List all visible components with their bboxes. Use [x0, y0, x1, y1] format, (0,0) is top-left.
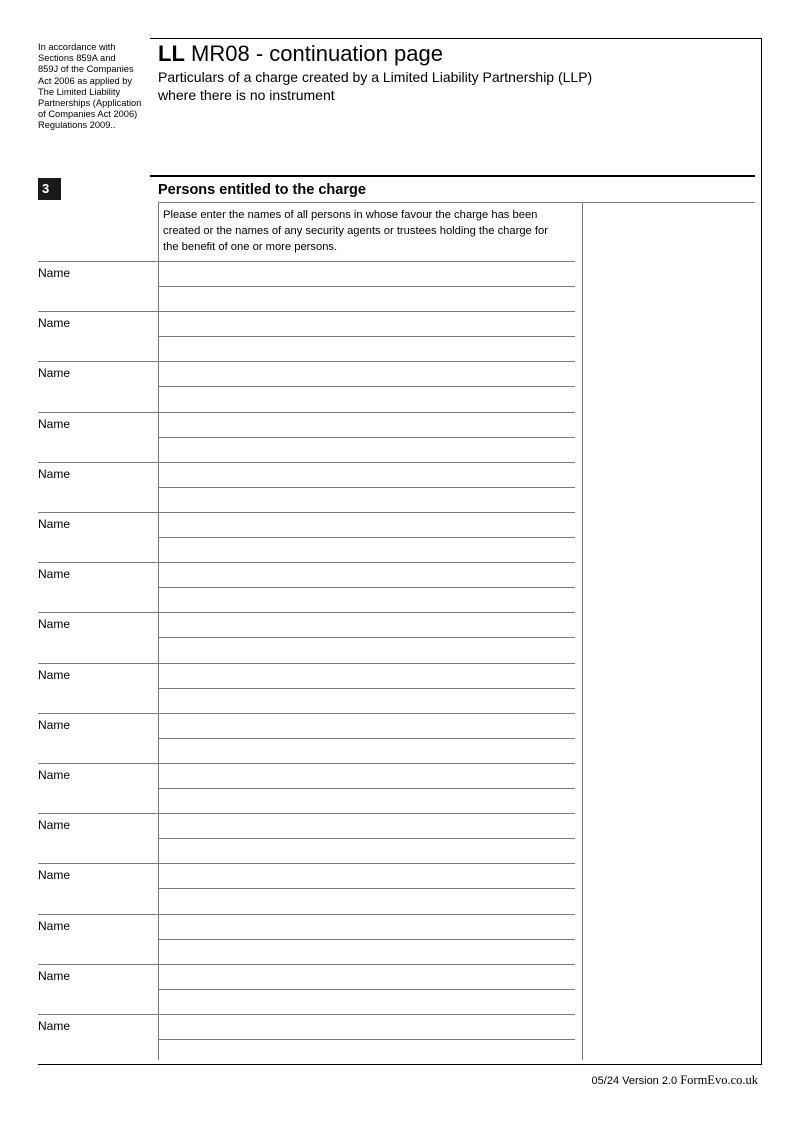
name-field-line-2[interactable]	[158, 387, 575, 411]
name-label: Name	[38, 416, 71, 431]
bottom-rule	[38, 1064, 762, 1065]
subtitle-line: Particulars of a charge created by a Limited Liability Partnership (LLP)	[158, 69, 593, 85]
instruction-line: Please enter the names of all persons in whose favour the charge has been	[163, 209, 538, 221]
name-label: Name	[38, 1019, 71, 1033]
form-title	[158, 41, 443, 67]
name-field-line-1[interactable]	[158, 965, 575, 989]
brand-text: FormEvo.co.uk	[680, 1073, 758, 1087]
name-field-line-2[interactable]	[158, 940, 575, 964]
instruction-line: created or the names of any security agents or trustees holding the charge for	[163, 225, 548, 237]
name-field-line-1[interactable]	[158, 362, 575, 386]
guidance-column-border	[582, 202, 583, 1060]
section-top-rule	[150, 175, 755, 177]
subtitle-line: where there is no instrument	[158, 87, 335, 103]
name-field-line-1[interactable]	[158, 915, 575, 939]
version-text: 05/24 Version 2.0	[591, 1075, 678, 1087]
name-field-line-2[interactable]	[158, 538, 575, 562]
form-title-prefix: LL	[158, 41, 185, 66]
name-field-line-1[interactable]	[158, 814, 575, 838]
name-field-line-1[interactable]	[158, 864, 575, 888]
name-field-line-2[interactable]	[158, 789, 575, 813]
note-line: In accordance with	[38, 42, 116, 52]
name-field-line-2[interactable]	[158, 287, 575, 311]
name-field-line-1[interactable]	[158, 563, 575, 587]
name-label: Name	[38, 366, 71, 381]
name-label: Name	[38, 768, 71, 782]
name-field-line-1[interactable]	[158, 413, 575, 437]
note-line: Regulations 2009..	[38, 120, 116, 131]
name-label: Name	[38, 517, 71, 531]
header-top-rule	[150, 38, 762, 39]
name-field-line-2[interactable]	[158, 1040, 575, 1064]
name-field-line-1[interactable]	[158, 764, 575, 788]
note-line: The Limited Liability	[38, 86, 121, 97]
name-label: Name	[38, 667, 71, 682]
name-field-line-2[interactable]	[158, 488, 575, 512]
name-field-line-2[interactable]	[158, 889, 575, 913]
name-label: Name	[38, 818, 71, 833]
name-label: Name	[38, 466, 71, 481]
form-subtitle	[158, 68, 592, 104]
name-field-line-2[interactable]	[158, 739, 575, 763]
name-label: Name	[38, 918, 71, 933]
name-field-line-2[interactable]	[158, 839, 575, 863]
name-field-line-1[interactable]	[158, 613, 575, 637]
name-field-line-1[interactable]	[158, 714, 575, 738]
name-field-line-2[interactable]	[158, 588, 575, 612]
note-line: Act 2006 as applied by	[38, 75, 133, 86]
name-field-line-2[interactable]	[158, 337, 575, 361]
name-field-line-2[interactable]	[158, 990, 575, 1014]
name-label: Name	[38, 567, 71, 582]
section-instructions	[163, 207, 573, 255]
name-field-line-2[interactable]	[158, 438, 575, 462]
name-field-line-1[interactable]	[158, 664, 575, 688]
right-border	[761, 38, 762, 1065]
name-label: Name	[38, 316, 71, 331]
name-label: Name	[38, 717, 71, 732]
note-line: 859J of the Companies	[38, 64, 134, 75]
name-field-line-1[interactable]	[158, 463, 575, 487]
footer	[592, 1073, 758, 1088]
name-label: Name	[38, 868, 71, 883]
name-field-line-1[interactable]	[158, 513, 575, 537]
note-line: of Companies Act 2006)	[38, 109, 138, 120]
note-line: Sections 859A and	[38, 53, 116, 64]
name-field-line-2[interactable]	[158, 689, 575, 713]
section-number-badge: 3	[38, 178, 61, 200]
instruction-line: the benefit of one or more persons.	[163, 241, 338, 253]
section-title: Persons entitled to the charge	[158, 182, 366, 198]
name-label: Name	[38, 266, 71, 280]
name-field-line-1[interactable]	[158, 262, 575, 286]
name-label: Name	[38, 968, 71, 983]
form-title-text: MR08 - continuation page	[191, 41, 443, 66]
name-field-line-2[interactable]	[158, 638, 575, 662]
note-line: Partnerships (Application	[38, 98, 142, 109]
legal-reference-note	[38, 42, 150, 132]
section-title-rule	[158, 202, 755, 203]
name-field-line-1[interactable]	[158, 312, 575, 336]
name-label: Name	[38, 617, 71, 632]
name-field-line-1[interactable]	[158, 1015, 575, 1039]
